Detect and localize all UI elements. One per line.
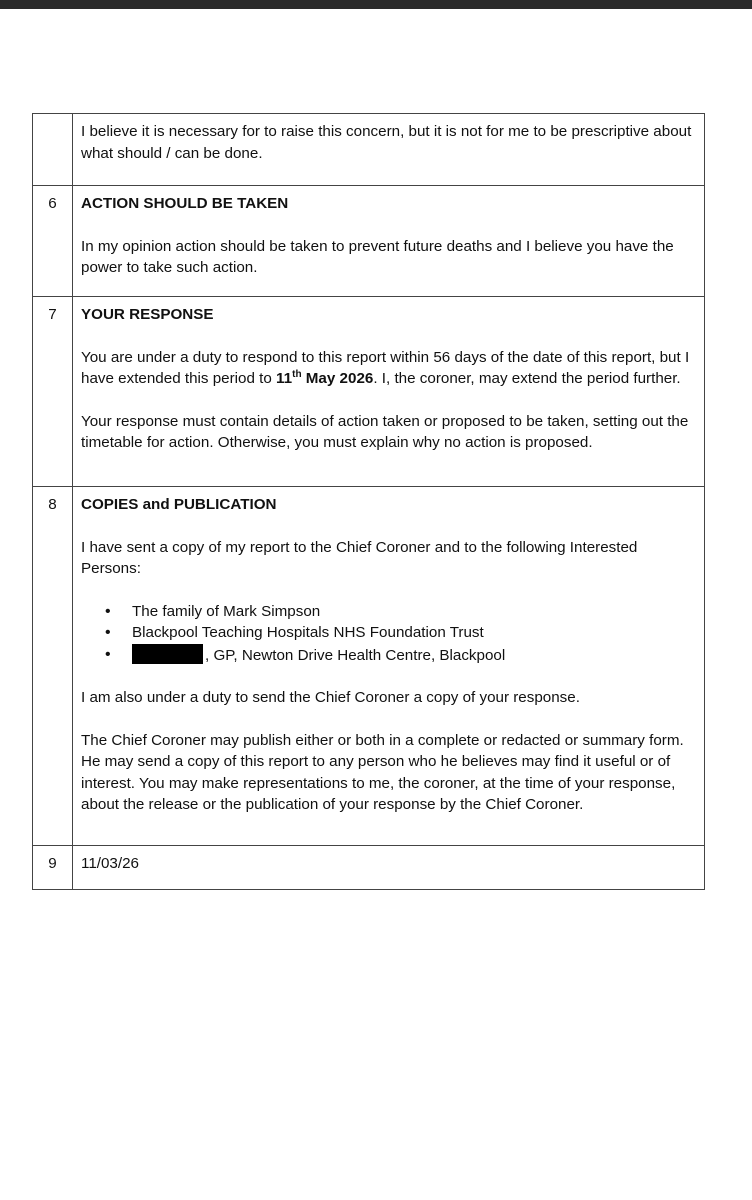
section-heading: ACTION SHOULD BE TAKEN (81, 195, 289, 212)
gp-name-suffix: , GP, Newton Drive Health Centre, Blackpool (205, 646, 506, 664)
section-body-cell (73, 114, 705, 186)
response-date: 11th May 2026 (276, 368, 374, 387)
section-number-cell: 6 (33, 186, 73, 297)
table-row (33, 487, 705, 846)
section-number-cell (33, 114, 73, 186)
response-text-after: . I, the coroner, may extend the period further. (373, 370, 681, 387)
section-heading: YOUR RESPONSE (81, 306, 214, 323)
redaction-block (132, 644, 203, 664)
response-deadline-paragraph (81, 347, 696, 390)
section-body-cell (73, 487, 705, 846)
list-item (81, 644, 696, 667)
action-paragraph: In my opinion action should be taken to prevent future deaths and I believe you have the power to take such action. (81, 237, 674, 276)
section-number-cell: 8 (33, 487, 73, 846)
top-edge-bar (0, 0, 752, 9)
publication-paragraph: The Chief Coroner may publish either or both in a complete or redacted or summary form. He may send a copy of this report to any person who he believes may find it useful or of interest. You may make representations to me, the coroner, at the time of your response, about the release or the publication of your response by the Chief Coroner. (81, 731, 684, 813)
response-text-before: You are under a duty to respond to this report within 56 days of the date of this report, but I have extended this period to (81, 348, 690, 387)
table-row (33, 846, 705, 890)
table-row (33, 114, 705, 186)
duty-paragraph: I am also under a duty to send the Chief Coroner a copy of your response. (81, 689, 580, 706)
document-page (0, 9, 752, 1200)
section-number-cell: 9 (33, 846, 73, 890)
response-details-paragraph: Your response must contain details of action taken or proposed to be taken, setting out the timetable for action. Otherwise, you must explain why no action is proposed. (81, 412, 689, 451)
table-row (33, 186, 705, 297)
section-number-cell: 7 (33, 297, 73, 487)
report-date: 11/03/26 (81, 855, 139, 872)
section-body-cell (73, 186, 705, 297)
report-table (32, 113, 705, 890)
section-body-cell (73, 297, 705, 487)
list-item: • Blackpool Teaching Hospitals NHS Foundation Trust (81, 622, 696, 644)
copies-intro-paragraph: I have sent a copy of my report to the Chief Coroner and to the following Interested Persons: (81, 538, 638, 577)
concern-paragraph: I believe it is necessary for to raise this concern, but it is not for me to be prescriptive about what should / can be done. (81, 123, 692, 162)
list-item: • The family of Mark Simpson (81, 601, 696, 623)
table-row (33, 297, 705, 487)
section-body-cell (73, 846, 705, 890)
interested-persons-list (81, 601, 696, 667)
section-heading: COPIES and PUBLICATION (81, 496, 277, 513)
